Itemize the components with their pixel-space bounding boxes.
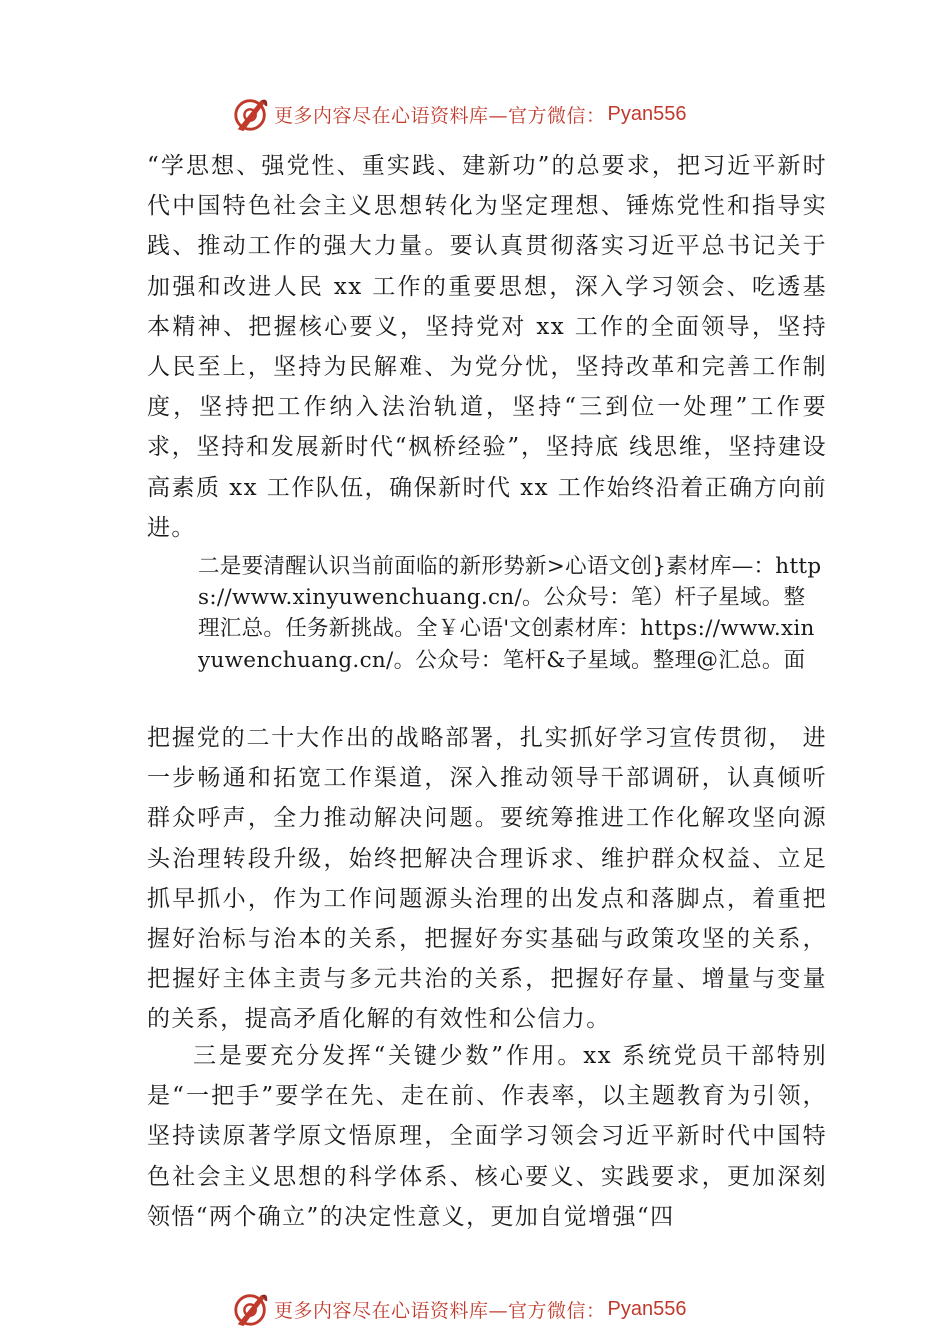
footer-banner-handle: Pyan556 bbox=[607, 1297, 687, 1320]
quill-pen-logo-icon bbox=[232, 95, 270, 133]
header-banner-handle: Pyan556 bbox=[607, 102, 687, 125]
header-banner-text: 更多内容尽在心语资料库—官方微信： bbox=[274, 104, 606, 127]
quill-pen-logo-icon bbox=[232, 1290, 270, 1328]
footer-banner-text: 更多内容尽在心语资料库—官方微信： bbox=[274, 1299, 606, 1322]
body-paragraph-4: 三是要充分发挥“关键少数”作用。xx 系统党员干部特别是“一把手”要学在先、走在前、作表率，以主题教育为引领，坚持读原著学原文悟原理，全面学习领会习近平新时代中国特色社会主义思想的科学体系、核心要义、实践要求，更加深刻领悟“两个确立”的决定性意义，更加自觉增强“四 bbox=[147, 1043, 827, 1230]
header-banner bbox=[232, 94, 686, 134]
body-paragraph-2: 二是要清醒认识当前面临的新形势新>心语文创}素材库—：https://www.xinyuwenchuang.cn/。公众号：笔）杆子星域。整理汇总。任务新挑战。全￥心语'文创素材库：https://www.xinyuwenchuang.cn/。公众号：笔杆&子星域。整理@汇总。面 bbox=[198, 554, 822, 673]
body-paragraph-1: “学思想、强党性、重实践、建新功”的总要求，把习近平新时代中国特色社会主义思想转化为坚定理想、锤炼党性和指导实践、推动工作的强大力量。要认真贯彻落实习近平总书记关于加强和改进人民 xx 工作的重要思想，深入学习领会、吃透基本精神、把握核心要义，坚持党对 xx 工作的全面领导，坚持人民至上，坚持为民解难、为党分忧，坚持改革和完善工作制度，坚持把工作纳入法治轨道，坚持“三到位一处理”工作要求，坚持和发展新时代“枫桥经验”，坚持底 线思维，坚持建设高素质 xx 工作队伍，确保新时代 xx 工作始终沿着正确方向前进。 bbox=[147, 153, 827, 541]
footer-banner bbox=[232, 1289, 686, 1329]
body-paragraph-3: 把握党的二十大作出的战略部署，扎实抓好学习宣传贯彻， 进一步畅通和拓宽工作渠道，深入推动领导干部调研，认真倾听群众呼声，全力推动解决问题。要统筹推进工作化解攻坚向源头治理转段升级，始终把解决合理诉求、维护群众权益、立足抓早抓小，作为工作问题源头治理的出发点和落脚点，着重把握好治标与治本的关系，把握好夯实基础与政策攻坚的关系，把握好主体主责与多元共治的关系，把握好存量、增量与变量的关系，提高矛盾化解的有效性和公信力。 bbox=[147, 725, 827, 1033]
